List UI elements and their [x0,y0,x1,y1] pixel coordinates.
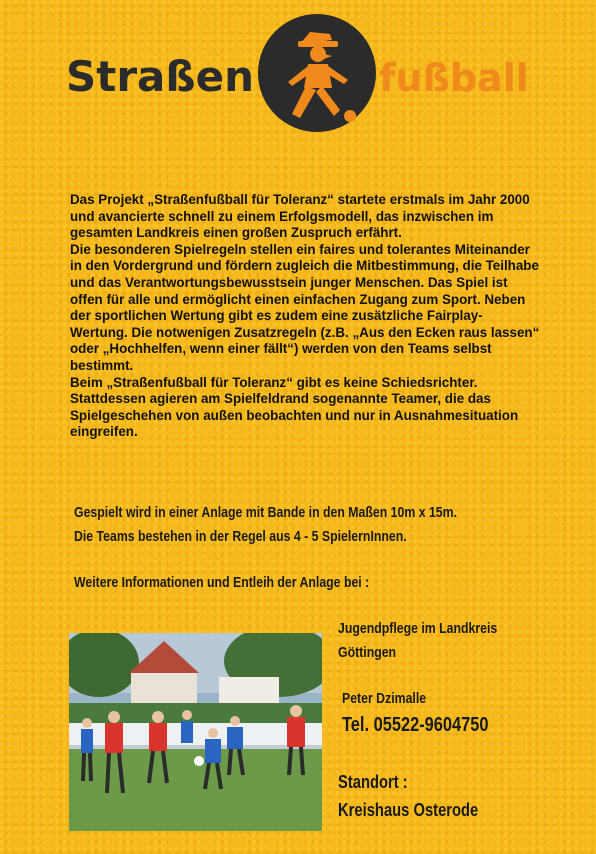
intro-paragraph: Die besonderen Spielregeln stellen ein faires und tolerantes Miteinander in den Vordergrund und fördern zugleich die Mitbestimmung, die Teilhabe und das Verantwortungsbewusstsein junger Menschen. Das Spiel ist offen für alle und ermöglicht einen einfachen Zugang zum Sport. Neben der sportlichen Wertung gibt es zudem eine zusätzliche Fairplay-Wertung. Die notwenigen Zusatzregeln (z.B. „Aus den Ecken raus lassen“ oder „Hochhelfen, wenn einer fällt“) werden von den Teams selbst bestimmt. [70,241,540,373]
info-heading: Weitere Informationen und Entleih der Anlage bei : [74,574,370,591]
intro-paragraph: Das Projekt „Straßenfußball für Toleranz“ startete erstmals im Jahr 2000 und avancierte schnell zu einem Erfolgsmodell, das inzwischen im gesamten Landkreis einen großen Zuspruch erfährt. [70,192,530,241]
logo-text-fussball: fußball [379,56,529,100]
location-value: Kreishaus Osterode [338,800,479,820]
street-football-photo [69,633,322,831]
intro-paragraph: Beim „Straßenfußball für Toleranz“ gibt es keine Schiedsrichter. Stattdessen agieren am Spielfeldrand sogenannte Teamer, die das Spielgeschehen von außen beobachten und nur in Ausnahmesituation eingreifen. [70,374,519,440]
ampelmann-icon [258,14,376,132]
contact-org-line: Jugendpflege im Landkreis [338,620,498,637]
contact-phone: Tel. 05522-9604750 [342,714,489,736]
logo-circle [258,14,376,132]
play-info-line: Die Teams bestehen in der Regel aus 4 - 5 SpielernInnen. [74,528,407,545]
contact-person: Peter Dzimalle [342,690,427,707]
intro-text [70,192,540,441]
logo-text-strassen: Straßen [66,52,254,101]
contact-org-line: Göttingen [338,644,397,661]
play-info-line: Gespielt wird in einer Anlage mit Bande in den Maßen 10m x 15m. [74,504,458,521]
location-label: Standort : [338,772,408,792]
logo [66,14,546,138]
